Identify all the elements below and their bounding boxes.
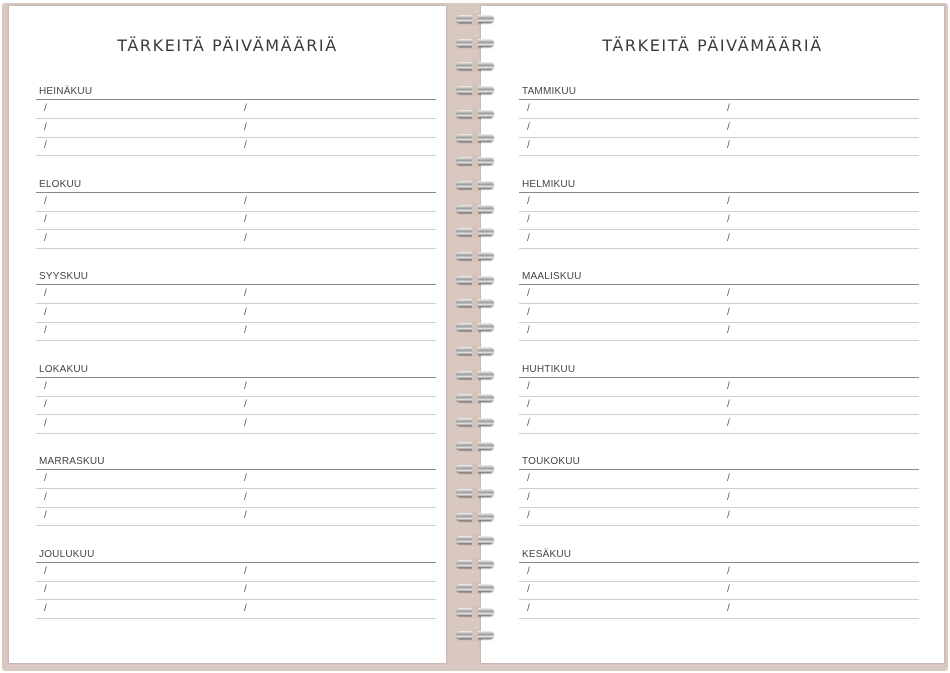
date-slash: /	[244, 325, 247, 336]
month-section	[519, 86, 919, 179]
month-section	[519, 549, 919, 642]
date-slash: /	[244, 473, 247, 484]
date-slash: /	[244, 602, 247, 614]
date-slash: /	[244, 399, 247, 410]
spiral-coil	[455, 132, 495, 144]
date-slash: /	[727, 140, 730, 151]
date-entry-line[interactable]	[36, 304, 436, 323]
date-entry-line[interactable]	[519, 230, 919, 249]
coil-gap	[472, 226, 478, 238]
date-slash: /	[44, 121, 47, 133]
date-slash: /	[244, 232, 247, 244]
spiral-coil	[455, 60, 495, 72]
spiral-coil	[455, 416, 495, 428]
date-slash: /	[244, 491, 247, 503]
coil-gap	[472, 132, 478, 144]
month-name: TOUKOKUU	[522, 456, 581, 467]
date-slash: /	[44, 195, 47, 207]
date-entry-line[interactable]	[36, 396, 436, 415]
date-slash: /	[727, 325, 730, 336]
date-slash: /	[44, 214, 47, 225]
date-entry-line[interactable]	[36, 581, 436, 600]
date-slash: /	[44, 510, 47, 521]
date-entry-line[interactable]	[519, 119, 919, 138]
spiral-coil	[455, 321, 495, 333]
spiral-coil	[455, 463, 495, 475]
date-slash: /	[244, 306, 247, 318]
date-slash: /	[527, 491, 530, 503]
date-entry-line[interactable]	[519, 600, 919, 619]
date-slash: /	[727, 306, 730, 318]
spiral-coil	[455, 582, 495, 594]
spiral-coil	[455, 440, 495, 452]
date-slash: /	[727, 510, 730, 521]
month-section	[519, 364, 919, 457]
date-slash: /	[527, 565, 530, 577]
spiral-coil	[455, 629, 495, 641]
coil-gap	[472, 440, 478, 452]
coil-gap	[472, 416, 478, 428]
spiral-coil	[455, 392, 495, 404]
date-slash: /	[527, 214, 530, 225]
date-slash: /	[527, 103, 530, 114]
date-slash: /	[527, 584, 530, 595]
spiral-coil	[455, 606, 495, 618]
coil-gap	[472, 179, 478, 191]
coil-gap	[472, 345, 478, 357]
date-slash: /	[44, 325, 47, 336]
date-entry-line[interactable]	[519, 507, 919, 526]
coil-gap	[472, 37, 478, 49]
spiral-coil	[455, 37, 495, 49]
date-slash: /	[727, 214, 730, 225]
month-name: HELMIKUU	[522, 178, 576, 190]
coil-gap	[472, 321, 478, 333]
date-slash: /	[244, 584, 247, 595]
spiral-coil	[455, 511, 495, 523]
coil-gap	[472, 84, 478, 96]
date-slash: /	[527, 195, 530, 207]
coil-gap	[472, 297, 478, 309]
date-slash: /	[44, 417, 47, 429]
date-entry-line[interactable]	[36, 600, 436, 619]
left-page	[9, 6, 446, 663]
spiral-coil	[455, 487, 495, 499]
date-slash: /	[244, 380, 247, 392]
date-slash: /	[244, 510, 247, 521]
date-entry-line[interactable]	[36, 211, 436, 230]
month-name: ELOKUU	[39, 178, 82, 190]
month-name: JOULUKUU	[39, 548, 95, 560]
date-slash: /	[727, 584, 730, 595]
spiral-coil	[455, 558, 495, 570]
right-page	[481, 6, 944, 663]
date-entry-line[interactable]	[519, 285, 919, 304]
date-entry-line[interactable]	[519, 470, 919, 489]
page-title: TÄRKEITÄ PÄIVÄMÄÄRIÄ	[602, 36, 823, 55]
coil-gap	[472, 392, 478, 404]
date-slash: /	[727, 232, 730, 244]
coil-gap	[472, 369, 478, 381]
month-section	[519, 456, 919, 549]
date-entry-line[interactable]	[36, 137, 436, 156]
date-slash: /	[527, 399, 530, 410]
date-slash: /	[727, 417, 730, 429]
date-slash: /	[727, 103, 730, 114]
coil-gap	[472, 463, 478, 475]
date-entry-line[interactable]	[36, 322, 436, 341]
month-section	[519, 271, 919, 364]
spiral-coil	[455, 369, 495, 381]
date-entry-line[interactable]	[519, 304, 919, 323]
date-entry-line[interactable]	[519, 100, 919, 119]
month-name: MARRASKUU	[39, 456, 105, 467]
month-list	[519, 86, 919, 641]
spiral-coil	[455, 179, 495, 191]
month-section	[36, 364, 436, 457]
spiral-coil	[455, 345, 495, 357]
spiral-coil	[455, 84, 495, 96]
coil-gap	[472, 606, 478, 618]
date-entry-line[interactable]	[36, 230, 436, 249]
date-slash: /	[44, 584, 47, 595]
date-entry-line[interactable]	[519, 378, 919, 397]
date-slash: /	[44, 140, 47, 151]
date-slash: /	[244, 121, 247, 133]
date-entry-line[interactable]	[36, 415, 436, 434]
date-slash: /	[727, 602, 730, 614]
coil-gap	[472, 13, 478, 25]
date-entry-line[interactable]	[36, 100, 436, 119]
date-entry-line[interactable]	[519, 322, 919, 341]
date-entry-line[interactable]	[519, 581, 919, 600]
month-section	[36, 549, 436, 642]
spiral-coil	[455, 297, 495, 309]
spiral-coil	[455, 155, 495, 167]
date-slash: /	[527, 325, 530, 336]
date-entry-line[interactable]	[36, 507, 436, 526]
date-slash: /	[244, 288, 247, 299]
coil-gap	[472, 250, 478, 262]
month-name: LOKAKUU	[39, 363, 89, 375]
date-entry-line[interactable]	[36, 470, 436, 489]
coil-gap	[472, 155, 478, 167]
month-name: KESÄKUU	[522, 548, 572, 560]
month-name: TAMMIKUU	[522, 86, 577, 97]
coil-gap	[472, 203, 478, 215]
spiral-coil	[455, 13, 495, 25]
month-section	[36, 179, 436, 272]
date-entry-line[interactable]	[519, 193, 919, 212]
month-name: SYYSKUU	[39, 271, 89, 282]
date-slash: /	[44, 602, 47, 614]
date-entry-line[interactable]	[519, 415, 919, 434]
date-slash: /	[527, 602, 530, 614]
spiral-coil	[455, 274, 495, 286]
date-slash: /	[727, 380, 730, 392]
date-slash: /	[727, 195, 730, 207]
month-section	[519, 179, 919, 272]
date-slash: /	[44, 565, 47, 577]
date-entry-line[interactable]	[36, 563, 436, 582]
date-entry-line[interactable]	[36, 489, 436, 508]
page-title: TÄRKEITÄ PÄIVÄMÄÄRIÄ	[117, 36, 338, 55]
date-slash: /	[44, 399, 47, 410]
spiral-coil	[455, 250, 495, 262]
coil-gap	[472, 582, 478, 594]
date-entry-line[interactable]	[36, 193, 436, 212]
date-entry-line[interactable]	[519, 489, 919, 508]
month-section	[36, 271, 436, 364]
date-slash: /	[44, 491, 47, 503]
month-name: MAALISKUU	[522, 271, 582, 282]
spiral-coil	[455, 534, 495, 546]
date-slash: /	[44, 473, 47, 484]
spiral-coil	[455, 108, 495, 120]
date-slash: /	[44, 306, 47, 318]
date-slash: /	[44, 288, 47, 299]
coil-gap	[472, 534, 478, 546]
date-slash: /	[527, 121, 530, 133]
date-slash: /	[527, 417, 530, 429]
coil-gap	[472, 487, 478, 499]
date-entry-line[interactable]	[36, 119, 436, 138]
date-slash: /	[727, 491, 730, 503]
date-entry-line[interactable]	[519, 137, 919, 156]
date-slash: /	[527, 140, 530, 151]
date-slash: /	[727, 288, 730, 299]
date-slash: /	[244, 417, 247, 429]
date-slash: /	[244, 195, 247, 207]
date-entry-line[interactable]	[36, 285, 436, 304]
coil-gap	[472, 558, 478, 570]
date-slash: /	[244, 103, 247, 114]
date-slash: /	[727, 565, 730, 577]
date-slash: /	[244, 214, 247, 225]
date-slash: /	[727, 473, 730, 484]
month-list	[36, 86, 436, 641]
month-name: HUHTIKUU	[522, 363, 576, 375]
spiral-binding	[455, 0, 495, 673]
coil-gap	[472, 108, 478, 120]
month-name: HEINÄKUU	[39, 86, 93, 97]
date-slash: /	[44, 380, 47, 392]
date-slash: /	[527, 288, 530, 299]
coil-gap	[472, 629, 478, 641]
date-slash: /	[527, 510, 530, 521]
date-slash: /	[244, 140, 247, 151]
date-entry-line[interactable]	[36, 378, 436, 397]
date-slash: /	[527, 232, 530, 244]
spiral-coil	[455, 226, 495, 238]
date-entry-line[interactable]	[519, 211, 919, 230]
date-slash: /	[727, 399, 730, 410]
coil-gap	[472, 60, 478, 72]
date-entry-line[interactable]	[519, 396, 919, 415]
coil-gap	[472, 274, 478, 286]
date-slash: /	[244, 565, 247, 577]
date-slash: /	[44, 103, 47, 114]
spiral-coil	[455, 203, 495, 215]
date-slash: /	[727, 121, 730, 133]
date-slash: /	[44, 232, 47, 244]
date-slash: /	[527, 380, 530, 392]
date-slash: /	[527, 306, 530, 318]
month-section	[36, 86, 436, 179]
month-section	[36, 456, 436, 549]
date-entry-line[interactable]	[519, 563, 919, 582]
coil-gap	[472, 511, 478, 523]
date-slash: /	[527, 473, 530, 484]
